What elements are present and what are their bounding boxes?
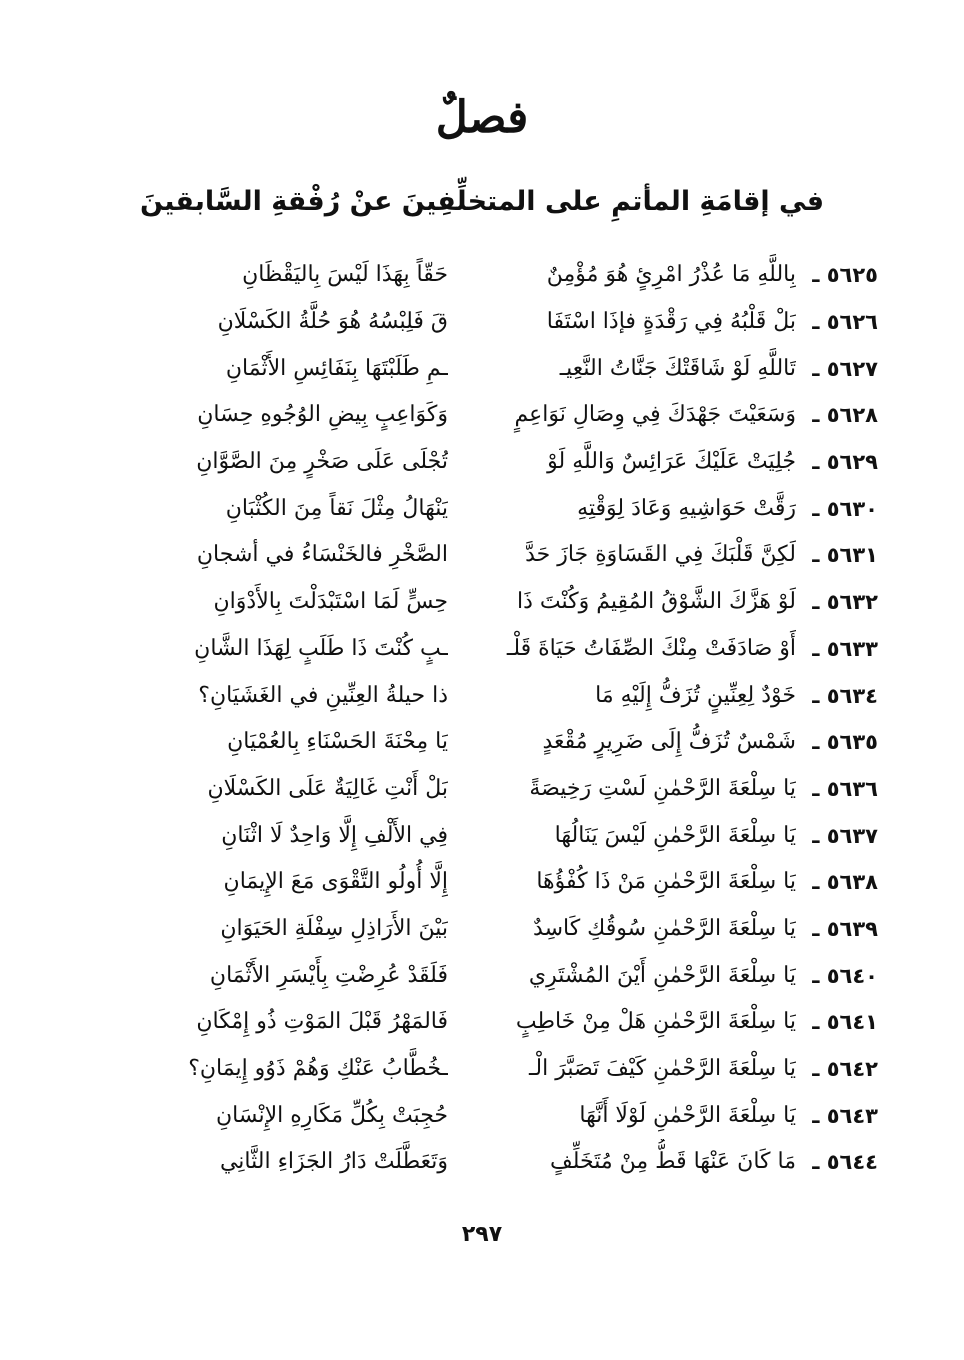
verse-row	[88, 719, 878, 766]
verse-number: ٥٦٤١ ـ	[812, 1010, 878, 1035]
verse-row	[88, 392, 878, 439]
verse-row	[88, 626, 878, 673]
verse-number: ٥٦٤٠ ـ	[812, 963, 878, 988]
first-hemistich: يَا سِلْعَةَ الرَّحْمٰنِ أَيْنَ المُشْتَرِي	[528, 962, 796, 988]
verse-row	[88, 299, 878, 346]
second-hemistich: ـبٍ كُنْتَ ذَا طَلَبٍ لِهَذَا الشَّانِ	[194, 635, 448, 661]
second-hemistich: قَ فَلِبْسُهُ هُوَ حُلَّةُ الكَسْلَانِ	[217, 309, 448, 335]
verse-number: ٥٦٣٧ ـ	[812, 823, 878, 848]
verse-row	[88, 906, 878, 953]
first-hemistich: يَا سِلْعَةَ الرَّحْمٰنِ كَيْفَ تَصَبَّرَ الْـ	[528, 1056, 796, 1082]
first-hemistich: لَوْ هَزَّكَ الشَّوْقُ المُقِيمُ وَكُنْتَ ذَا	[517, 589, 796, 615]
verse-row	[88, 579, 878, 626]
verse-number: ٥٦٣٦ ـ	[812, 776, 878, 801]
verse-row	[88, 439, 878, 486]
first-hemistich: يَا سِلْعَةَ الرَّحْمٰنِ هَلْ مِنْ خَاطِبٍ	[515, 1009, 796, 1035]
second-hemistich: الصَّخْرِ فالخَنْسَاءُ في أشجانِ	[196, 542, 448, 568]
first-hemistich: جُلِيَتْ عَلَيْكَ عَرَائِسٌ وَاللَّهِ لَوْ	[547, 449, 796, 475]
verse-row	[88, 345, 878, 392]
first-hemistich: وَسَعَيْتَ جَهْدَكَ فِي وِصَالِ نَوَاعِمٍ	[514, 402, 796, 428]
second-hemistich: ـمِ طَلَبْتَهَا بِنَفَائِسِ الأَثْمَانِ	[225, 355, 448, 381]
second-hemistich: يَنْهَالُ مِثْلَ نَقاً مِنَ الكُثْبَانِ	[225, 495, 448, 521]
verse-number: ٥٦٣٥ ـ	[812, 730, 878, 755]
verse-row	[88, 532, 878, 579]
verse-row	[88, 672, 878, 719]
verse-row	[88, 766, 878, 813]
second-hemistich: بَيْنَ الأَرَاذِلِ سِفْلَةِ الحَيَوَانِ	[220, 915, 448, 941]
first-hemistich: أَوْ صَادَفَتْ مِنْكَ الصِّفَاتُ حَيَاةَ قَلْـ	[506, 635, 796, 661]
second-hemistich: ذا حيلةُ العِنِّينِ في الغَشَيَانِ؟	[198, 682, 448, 708]
verse-number: ٥٦٢٦ ـ	[812, 310, 878, 335]
first-hemistich: رَقَّتْ حَوَاشِيهِ وَعَادَ لِوَقْتِهِ	[577, 495, 796, 521]
verse-number: ٥٦٢٥ ـ	[812, 263, 878, 288]
second-hemistich: فِي الأَلْفِ إِلَّا وَاحِدٌ لَا اثْنَانِ	[221, 822, 448, 848]
verse-row	[88, 1046, 878, 1093]
verse-row	[88, 485, 878, 532]
verse-number: ٥٦٣٣ ـ	[812, 636, 878, 661]
verse-number: ٥٦٣٩ ـ	[812, 916, 878, 941]
second-hemistich: ـخُطَّابُ عَنْكِ وَهُمْ ذَوُو إِيمَانِ؟	[188, 1056, 448, 1082]
verse-number: ٥٦٢٧ ـ	[812, 356, 878, 381]
chapter-heading: فصلٌ	[435, 92, 529, 143]
verse-row	[88, 1092, 878, 1139]
first-hemistich: يَا سِلْعَةَ الرَّحْمٰنِ لَوْلَا أَنَّهَا	[579, 1102, 796, 1128]
verse-list	[88, 252, 878, 1186]
first-hemistich: بَلْ قَلْبُهُ فِي رَقْدَةٍ فإذَا اسْتَفَا	[546, 309, 796, 335]
verse-number: ٥٦٢٨ ـ	[812, 403, 878, 428]
verse-number: ٥٦٣٢ ـ	[812, 590, 878, 615]
first-hemistich: مَا كَانَ عَنْهَا قَطُّ مِنْ مُتَخَلِّفٍ	[549, 1149, 796, 1175]
verse-row	[88, 812, 878, 859]
verse-row	[88, 999, 878, 1046]
second-hemistich: إِلَّا أُولُو التَّقْوَى مَعَ الإِيمَانِ	[223, 869, 448, 895]
verse-number: ٥٦٤٣ ـ	[812, 1103, 878, 1128]
second-hemistich: حِسٍّ لَمَا اسْتَبْدَلْتَ بِالأَدْوَانِ	[213, 589, 448, 615]
first-hemistich: يَا سِلْعَةَ الرَّحْمٰنِ مَنْ ذَا كُفْؤُهَا	[536, 869, 796, 895]
second-hemistich: حَقّاً بِهَذَا لَيْسَ بِاليَقْظَانِ	[242, 262, 448, 288]
verse-row	[88, 252, 878, 299]
verse-row	[88, 1139, 878, 1186]
second-hemistich: تُجْلَى عَلَى صَخْرٍ مِنَ الصَّوَّانِ	[196, 449, 448, 475]
first-hemistich: بِاللَّهِ مَا عُذْرُ امْرِئٍ هُوَ مُؤْمِنٌ	[546, 262, 796, 288]
first-hemistich: يَا سِلْعَةَ الرَّحْمٰنِ سُوقُكِ كَاسِدٌ	[533, 915, 796, 941]
second-hemistich: فَالمَهْرُ قَبْلَ المَوْتِ ذُو إِمْكَانِ	[196, 1009, 448, 1035]
second-hemistich: فَلَقَدْ عُرِضْتِ بِأَيْسَرِ الأَثْمَانِ	[209, 962, 448, 988]
first-hemistich: يَا سِلْعَةَ الرَّحْمٰنِ لَيْسَ يَنَالُهَا	[554, 822, 796, 848]
second-hemistich: وَتَعَطَّلَتْ دَارُ الجَزَاءِ الثَّانِي	[219, 1149, 448, 1175]
verse-number: ٥٦٣٤ ـ	[812, 683, 878, 708]
verse-number: ٥٦٣٨ ـ	[812, 870, 878, 895]
verse-row	[88, 859, 878, 906]
second-hemistich: وَكَوَاعِبٍ بِيضِ الوُجُوهِ حِسَانِ	[197, 402, 448, 428]
section-title: في إقامَةِ المأتمِ على المتخلِّفِينَ عنْ رُفْقةِ السَّابقينَ	[139, 186, 825, 217]
first-hemistich: خَوْدٌ لِعِنِّينٍ تُزَفُّ إِلَيْهِ مَا	[595, 682, 796, 708]
verse-number: ٥٦٢٩ ـ	[812, 450, 878, 475]
first-hemistich: تَاللَّهِ لَوْ شَاقَتْكَ جَنَّاتُ النَّعِيـ	[559, 355, 796, 381]
second-hemistich: يَا مِحْنَةَ الحَسْنَاءِ بِالعُمْيَانِ	[227, 729, 448, 755]
verse-row	[88, 952, 878, 999]
page-number: ٢٩٧	[461, 1222, 503, 1247]
second-hemistich: حُجِبَتْ بِكُلِّ مَكَارِهِ الإِنْسَانِ	[215, 1102, 448, 1128]
first-hemistich: لَكِنَّ قَلْبَكَ فِي القَسَاوَةِ جَازَ حَدَّ	[525, 542, 796, 568]
verse-number: ٥٦٣١ ـ	[812, 543, 878, 568]
first-hemistich: شَمْسٌ تُزَفُّ إِلَى ضَرِيرٍ مُقْعَدٍ	[542, 729, 796, 755]
verse-number: ٥٦٤٤ ـ	[812, 1150, 878, 1175]
first-hemistich: يَا سِلْعَةَ الرَّحْمٰنِ لَسْتِ رَخِيصَةً	[529, 775, 796, 801]
verse-number: ٥٦٤٢ ـ	[812, 1057, 878, 1082]
second-hemistich: بَلْ أَنْتِ غَالِيَةٌ عَلَى الكَسْلَانِ	[207, 775, 448, 801]
verse-number: ٥٦٣٠ ـ	[812, 496, 878, 521]
